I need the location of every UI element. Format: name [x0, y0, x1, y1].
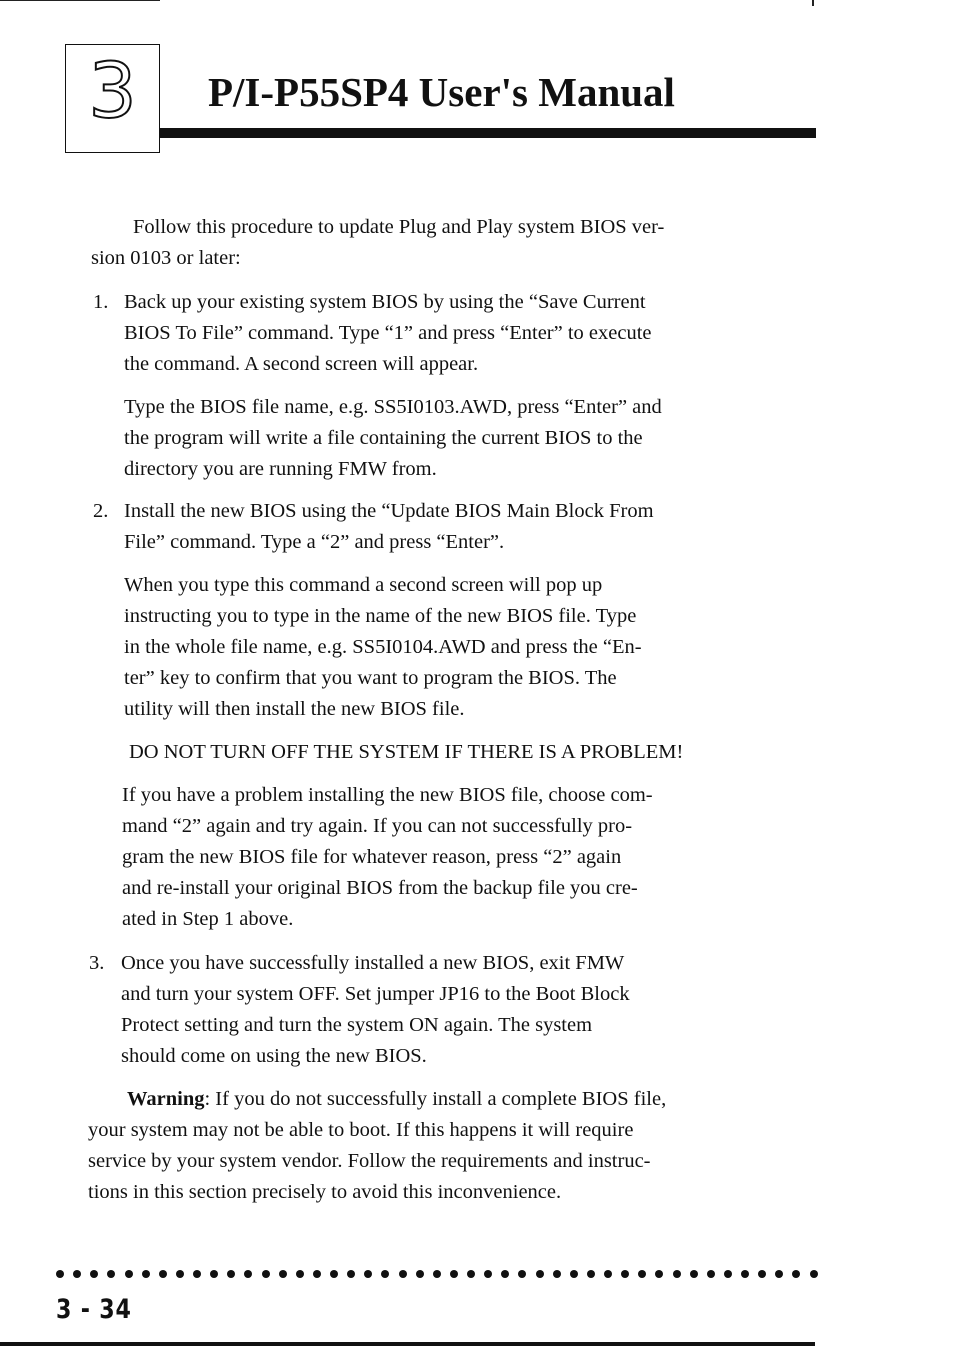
chapter-number: 3: [88, 46, 137, 135]
divider-dot: [90, 1270, 98, 1278]
dotted-divider: [56, 1268, 818, 1280]
divider-dot: [621, 1270, 629, 1278]
step-paragraph-line: ter” key to confirm that you want to program the BIOS. The: [124, 667, 617, 689]
divider-dot: [193, 1270, 201, 1278]
step-paragraph-line: ated in Step 1 above.: [122, 908, 294, 930]
top-tick: [812, 0, 814, 6]
divider-dot: [262, 1270, 270, 1278]
divider-dot: [467, 1270, 475, 1278]
divider-dot: [484, 1270, 492, 1278]
step-line: BIOS To File” command. Type “1” and press “Enter” to execute: [124, 322, 652, 344]
divider-dot: [518, 1270, 526, 1278]
divider-dot: [210, 1270, 218, 1278]
warning-notice: DO NOT TURN OFF THE SYSTEM IF THERE IS A PROBLEM!: [129, 741, 684, 763]
divider-dot: [176, 1270, 184, 1278]
step-paragraph-line: If you have a problem installing the new BIOS file, choose com-: [122, 784, 653, 806]
warning-line: tions in this section precisely to avoid this inconvenience.: [88, 1181, 562, 1203]
divider-dot: [313, 1270, 321, 1278]
warning-line: service by your system vendor. Follow the requirements and instruc-: [88, 1150, 651, 1172]
step-paragraph-line: directory you are running FMW from.: [124, 458, 437, 480]
divider-dot: [604, 1270, 612, 1278]
warning-label: Warning: [127, 1088, 205, 1110]
divider-dot: [655, 1270, 663, 1278]
divider-dot: [810, 1270, 818, 1278]
bottom-rule: [0, 1342, 815, 1346]
divider-dot: [159, 1270, 167, 1278]
divider-dot: [364, 1270, 372, 1278]
divider-dot: [433, 1270, 441, 1278]
warning-line: [127, 1084, 666, 1115]
divider-dot: [279, 1270, 287, 1278]
divider-dot: [690, 1270, 698, 1278]
divider-dot: [56, 1270, 64, 1278]
divider-dot: [570, 1270, 578, 1278]
step-number: 1.: [93, 291, 109, 313]
divider-dot: [450, 1270, 458, 1278]
divider-dot: [73, 1270, 81, 1278]
step-line: Once you have successfully installed a new BIOS, exit FMW: [121, 952, 625, 974]
divider-dot: [724, 1270, 732, 1278]
step-paragraph-line: gram the new BIOS file for whatever reason, press “2” again: [122, 846, 622, 868]
page-number: 3 - 34: [56, 1294, 132, 1325]
step-paragraph-line: in the whole file name, e.g. SS5I0104.AWD and press the “En-: [124, 636, 642, 658]
step-line: Back up your existing system BIOS by using the “Save Current: [124, 291, 646, 313]
step-number: 3.: [89, 952, 105, 974]
divider-dot: [125, 1270, 133, 1278]
intro-line: sion 0103 or later:: [91, 247, 241, 269]
divider-dot: [416, 1270, 424, 1278]
step-line: Protect setting and turn the system ON again. The system: [121, 1014, 593, 1036]
step-line: Install the new BIOS using the “Update BIOS Main Block From: [124, 500, 654, 522]
divider-dot: [399, 1270, 407, 1278]
divider-dot: [536, 1270, 544, 1278]
step-number: 2.: [93, 500, 109, 522]
divider-dot: [227, 1270, 235, 1278]
divider-dot: [792, 1270, 800, 1278]
divider-dot: [553, 1270, 561, 1278]
step-paragraph-line: mand “2” again and try again. If you can not successfully pro-: [122, 815, 633, 837]
step-line: File” command. Type a “2” and press “Enter”.: [124, 531, 505, 553]
step-paragraph-line: instructing you to type in the name of the new BIOS file. Type: [124, 605, 637, 627]
page-title: P/I-P55SP4 User's Manual: [208, 69, 675, 115]
divider-dot: [142, 1270, 150, 1278]
step-paragraph-line: Type the BIOS file name, e.g. SS5I0103.AWD, press “Enter” and: [124, 396, 662, 418]
divider-dot: [296, 1270, 304, 1278]
divider-dot: [758, 1270, 766, 1278]
title-rule: [160, 128, 816, 138]
warning-line: your system may not be able to boot. If this happens it will require: [88, 1119, 634, 1141]
divider-dot: [381, 1270, 389, 1278]
divider-dot: [587, 1270, 595, 1278]
divider-dot: [107, 1270, 115, 1278]
divider-dot: [707, 1270, 715, 1278]
intro-line: Follow this procedure to update Plug and Play system BIOS ver-: [133, 216, 665, 238]
divider-dot: [638, 1270, 646, 1278]
divider-dot: [741, 1270, 749, 1278]
divider-dot: [330, 1270, 338, 1278]
divider-dot: [347, 1270, 355, 1278]
step-line: and turn your system OFF. Set jumper JP16 to the Boot Block: [121, 983, 630, 1005]
divider-dot: [501, 1270, 509, 1278]
chapter-badge: [65, 44, 160, 153]
step-paragraph-line: When you type this command a second screen will pop up: [124, 574, 603, 596]
divider-dot: [673, 1270, 681, 1278]
step-paragraph-line: utility will then install the new BIOS file.: [124, 698, 465, 720]
warning-text: : If you do not successfully install a complete BIOS file,: [204, 1088, 667, 1110]
step-paragraph-line: the program will write a file containing the current BIOS to the: [124, 427, 643, 449]
step-paragraph-line: and re-install your original BIOS from the backup file you cre-: [122, 877, 638, 899]
step-line: should come on using the new BIOS.: [121, 1045, 427, 1067]
divider-dot: [244, 1270, 252, 1278]
step-line: the command. A second screen will appear.: [124, 353, 479, 375]
top-rule: [0, 0, 160, 1]
divider-dot: [775, 1270, 783, 1278]
